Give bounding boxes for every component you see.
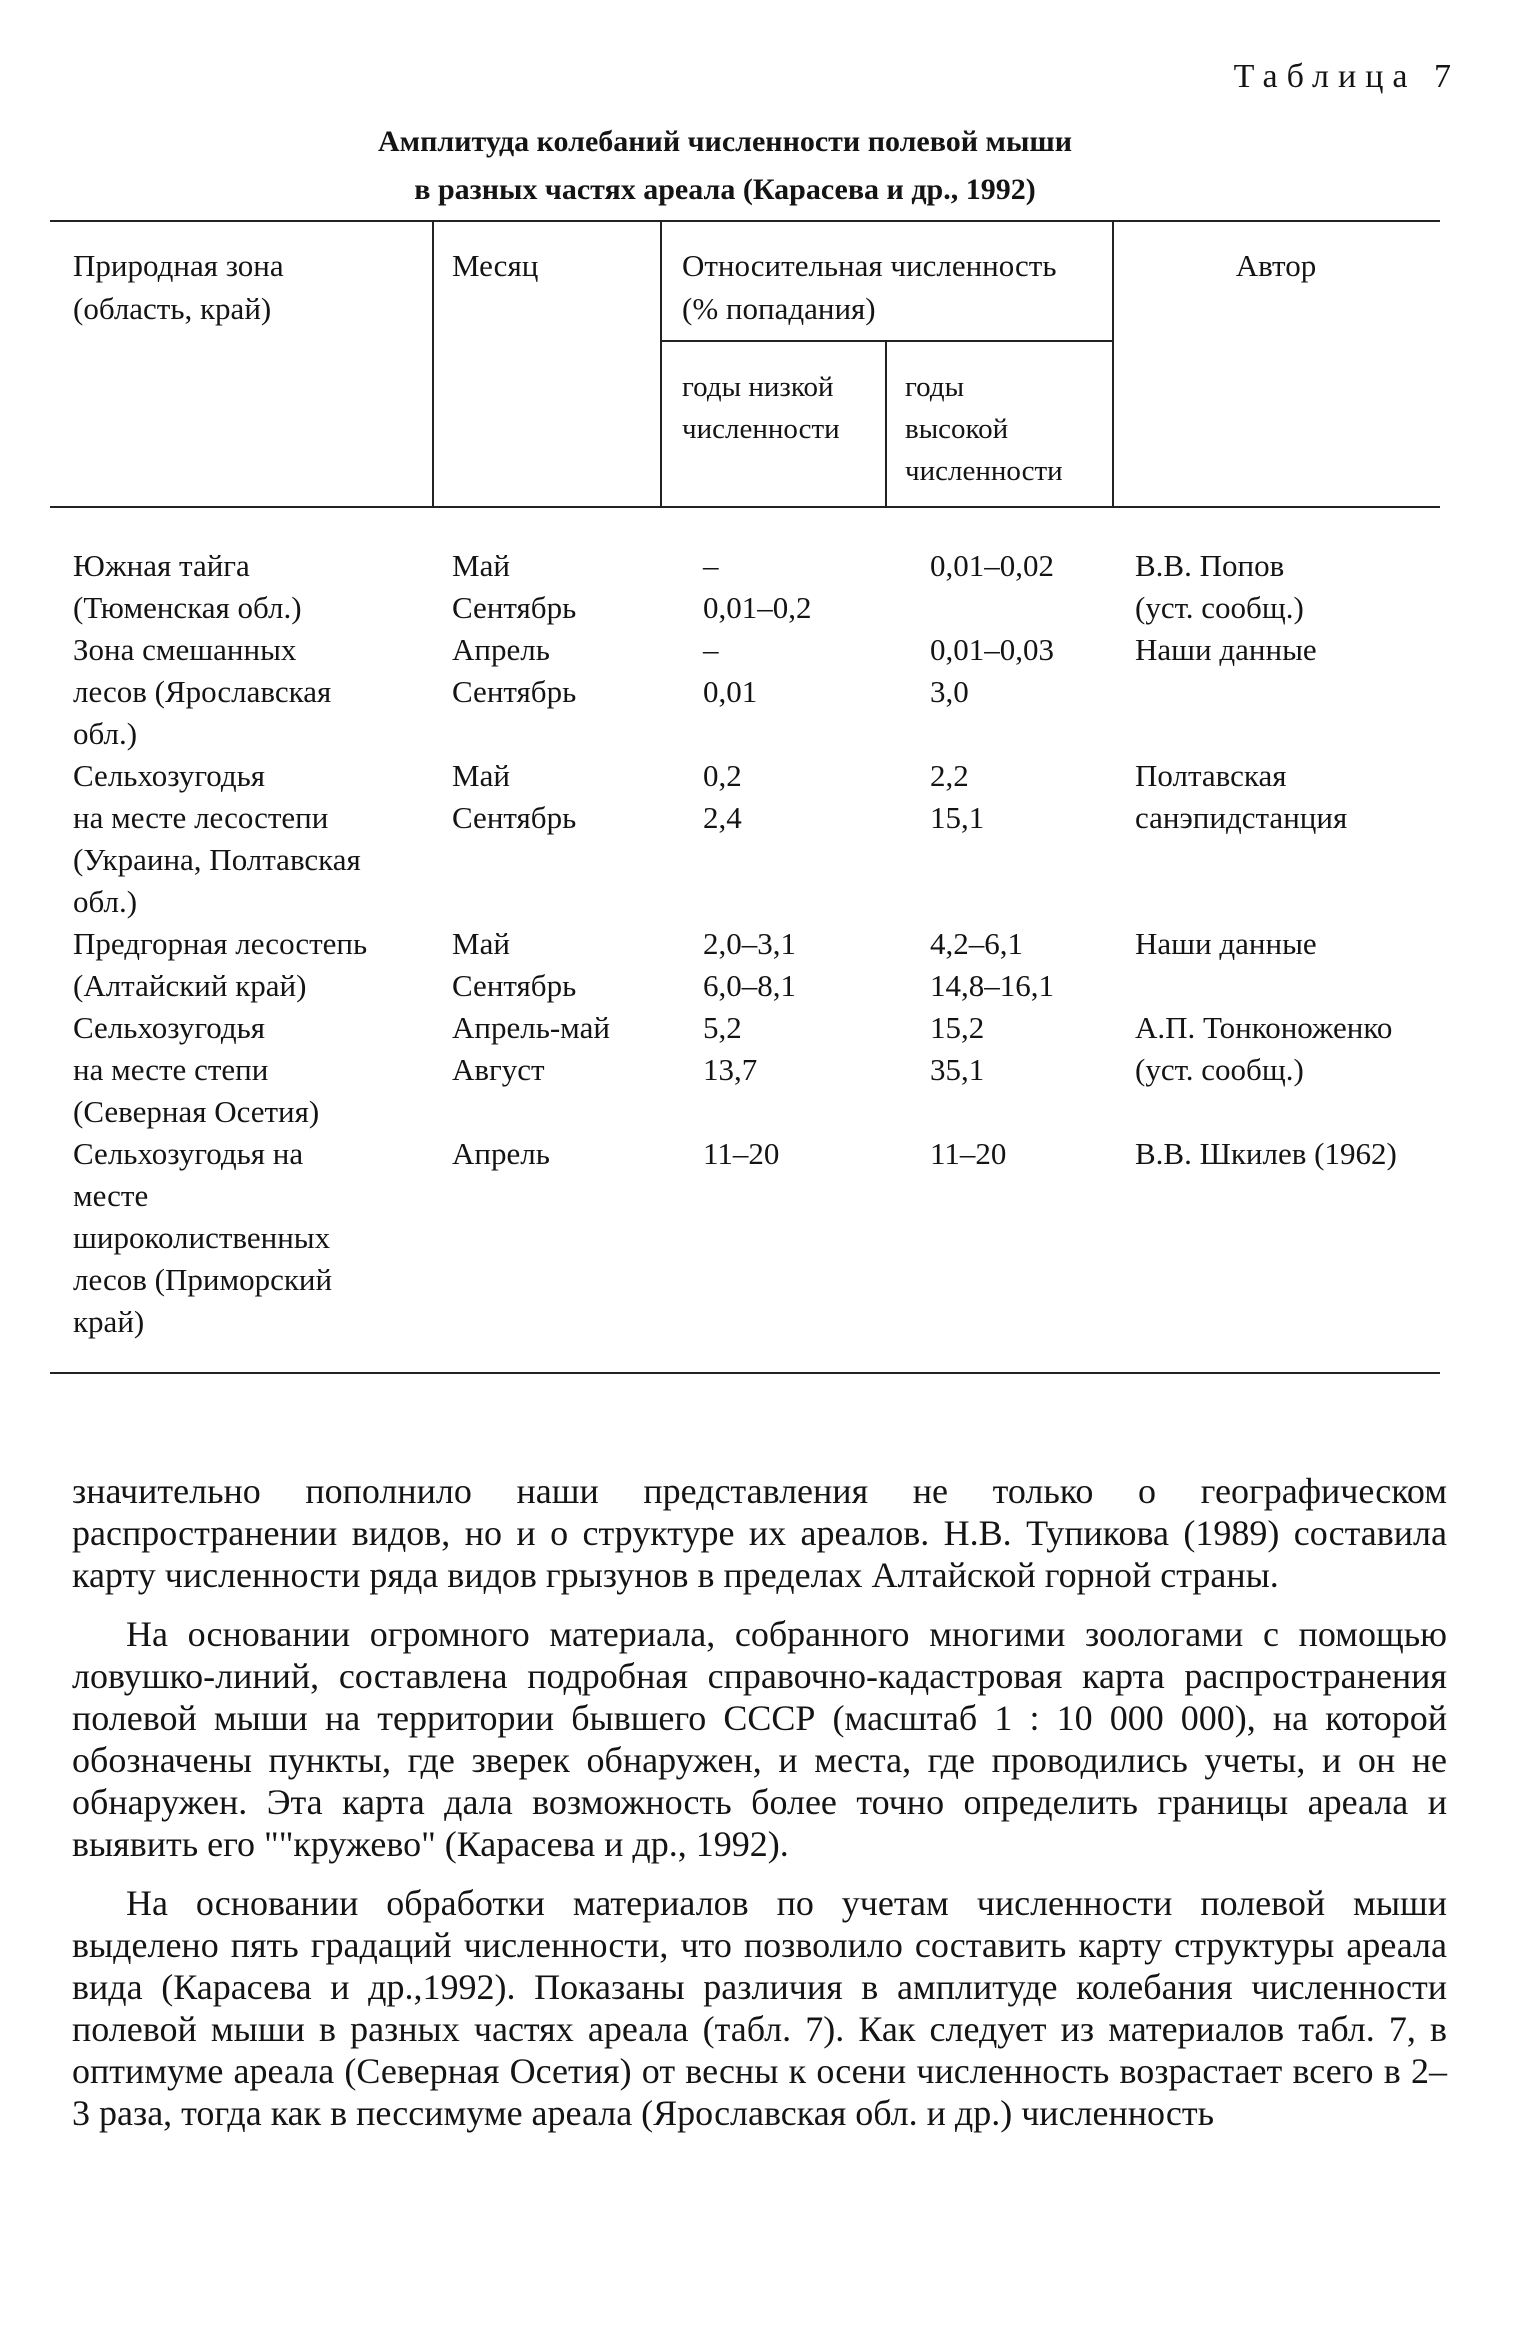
cell-author [1135,1133,1397,1175]
table-title [50,118,1400,214]
paragraph-2: На основании огромного материала, собранного многими зоологами с помощью ловушко-линий, составлена подробная справочно-кадастровая карта распространения полевой мыши на территории бывшего СССР (масштаб 1 : 10 000 000), на которой обозначены пункты, где зверек обнаружен, и места, где проводились учеты, и он не обнаружен. Эта карта дала возможность более точно определить границы ареала и выявить его ""кружево" (Карасева и др., 1992). [72,1614,1447,1864]
cell-low-line: 0,2 [703,758,742,793]
cell-month-line: Май [452,548,510,583]
cell-zone-line: лесов (Ярославская [73,674,332,709]
cell-author-line: А.П. Тонконоженко [1135,1010,1393,1045]
cell-low [703,1007,757,1091]
cell-month-line: Апрель [452,632,550,667]
cell-zone-line: (Северная Осетия) [73,1094,320,1129]
cell-low [703,755,742,839]
cell-month-line: Апрель-май [452,1010,610,1045]
cell-high [930,545,1054,587]
cell-high-line: 2,2 [930,758,969,793]
header-low-line-2: численности [682,413,840,445]
table-top-rule [50,220,1440,222]
cell-zone-line: на месте степи [73,1052,269,1087]
cell-low [703,1133,779,1175]
cell-low [703,545,812,629]
col-divider-1 [432,220,434,506]
cell-author-line: (уст. сообщ.) [1135,590,1304,625]
paragraph-1: значительно пополнило наши представления не только о географическом распространении видов, но и о структуре их ареалов. Н.В. Тупикова (1989) составила карту численности ряда видов грызунов в пределах Алтайской горной страны. [72,1471,1447,1595]
cell-low-line: 11–20 [703,1136,780,1171]
cell-month-line: Сентябрь [452,968,577,1003]
cell-low-line: 2,4 [703,800,742,835]
table-body [0,545,1537,1343]
cell-author-line: санэпидстанция [1135,800,1348,835]
cell-high [930,629,1054,713]
cell-author-line: В.В. Шкилев (1962) [1135,1136,1397,1171]
cell-author-line: В.В. Попов [1135,548,1285,583]
header-relative-line-2: (% попадания) [682,291,876,326]
cell-high-line: 11–20 [930,1136,1007,1171]
cell-high [930,1133,1006,1175]
cell-zone [73,629,331,755]
table-row [0,629,1537,755]
cell-zone [73,923,367,1007]
cell-zone-line: широколиственных [73,1220,331,1255]
cell-month-line: Сентябрь [452,590,577,625]
table-title-line-2: в разных частях ареала (Карасева и др., 1992) [414,173,1036,206]
header-low-years [682,366,840,450]
cell-zone-line: обл.) [73,716,138,751]
cell-low-line: 2,0–3,1 [703,926,796,961]
cell-high-line: 14,8–16,1 [930,968,1054,1003]
cell-low-line: – [703,632,719,667]
col-divider-2 [660,220,662,506]
cell-high-line: 15,1 [930,800,985,835]
cell-month-line: Май [452,926,510,961]
table-row [0,923,1537,1007]
cell-high [930,755,984,839]
header-zone-line-1: Природная зона [73,248,284,283]
cell-zone-line: Сельхозугодья [73,758,266,793]
table-row [0,1007,1537,1133]
table-number: Таблица 7 [1233,58,1460,95]
cell-author [1135,1007,1392,1091]
table-row [0,1133,1537,1343]
header-month [452,244,538,287]
cell-low-line: 13,7 [703,1052,758,1087]
cell-zone [73,755,361,923]
cell-zone [73,545,302,629]
cell-low-line: 6,0–8,1 [703,968,796,1003]
cell-low [703,923,796,1007]
cell-month-line: Сентябрь [452,800,577,835]
cell-month [452,923,576,1007]
table-row [0,545,1537,629]
cell-month [452,755,576,839]
cell-zone-line: (Алтайский край) [73,968,307,1003]
cell-month-line: Май [452,758,510,793]
cell-author-line: Полтавская [1135,758,1287,793]
header-month-text: Месяц [452,248,539,283]
cell-month [452,1007,610,1091]
paragraph-3: На основании обработки материалов по учетам численности полевой мыши выделено пять градаций численности, что позволило составить карту структуры ареала вида (Карасева и др.,1992). Показаны различия в амплитуде колебания численности полевой мыши в разных частях ареала (табл. 7). Как следует из материалов табл. 7, в оптимуме ареала (Северная Осетия) от весны к осени численность возрастает всего в 2–3 раза, тогда как в пессимуме ареала (Ярославская обл. и др.) численность [72,1883,1447,2133]
cell-zone-line: (Украина, Полтавская [73,842,361,877]
table-header-bottom-rule [50,506,1440,508]
cell-month-line: Август [452,1052,545,1087]
table-title-line-1: Амплитуда колебаний численности полевой мыши [378,125,1072,158]
header-relative-line-1: Относительная численность [682,248,1057,283]
cell-high-line: 0,01–0,02 [930,548,1054,583]
header-zone [73,244,284,330]
cell-month [452,1133,550,1175]
body-text [72,1470,1447,2151]
col-divider-3 [885,340,887,506]
header-high-line-2: высокой [905,413,1009,445]
cell-high-line: 35,1 [930,1052,985,1087]
cell-zone-line: месте [73,1178,149,1213]
header-author [1112,244,1440,287]
cell-low-line: 0,01 [703,674,758,709]
header-relative-abundance [682,244,1056,330]
cell-high [930,1007,984,1091]
header-author-text: Автор [1235,248,1317,283]
cell-high-line: 3,0 [930,674,969,709]
cell-low-line: 5,2 [703,1010,742,1045]
table-bottom-rule [50,1372,1440,1374]
cell-zone-line: край) [73,1304,145,1339]
cell-high [930,923,1054,1007]
cell-author-line: (уст. сообщ.) [1135,1052,1304,1087]
cell-zone-line: Сельхозугодья [73,1010,266,1045]
cell-low-line: 0,01–0,2 [703,590,812,625]
cell-zone-line: обл.) [73,884,138,919]
header-high-line-1: годы [905,371,965,403]
cell-author [1135,923,1317,965]
header-high-line-3: численности [905,455,1063,487]
cell-zone [73,1133,332,1343]
header-zone-line-2: (область, край) [73,291,272,326]
cell-high-line: 15,2 [930,1010,985,1045]
header-low-line-1: годы низкой [682,371,834,403]
cell-zone [73,1007,319,1133]
cell-zone-line: на месте лесостепи [73,800,329,835]
cell-low [703,629,757,713]
cell-zone-line: Южная тайга [73,548,250,583]
cell-zone-line: Зона смешанных [73,632,297,667]
cell-month [452,545,576,629]
header-high-years [905,366,1063,492]
cell-author [1135,545,1304,629]
cell-high-line: 4,2–6,1 [930,926,1023,961]
cell-month-line: Апрель [452,1136,550,1171]
cell-zone-line: Сельхозугодья на [73,1136,304,1171]
cell-zone-line: Предгорная лесостепь [73,926,368,961]
cell-author-line: Наши данные [1135,926,1317,961]
cell-low-line: – [703,548,719,583]
cell-author [1135,755,1347,839]
cell-author [1135,629,1317,671]
table-row [0,755,1537,923]
cell-author-line: Наши данные [1135,632,1317,667]
cell-zone-line: (Тюменская обл.) [73,590,302,625]
cell-zone-line: лесов (Приморский [73,1262,333,1297]
cell-month [452,629,576,713]
cell-high-line: 0,01–0,03 [930,632,1054,667]
cell-month-line: Сентябрь [452,674,577,709]
